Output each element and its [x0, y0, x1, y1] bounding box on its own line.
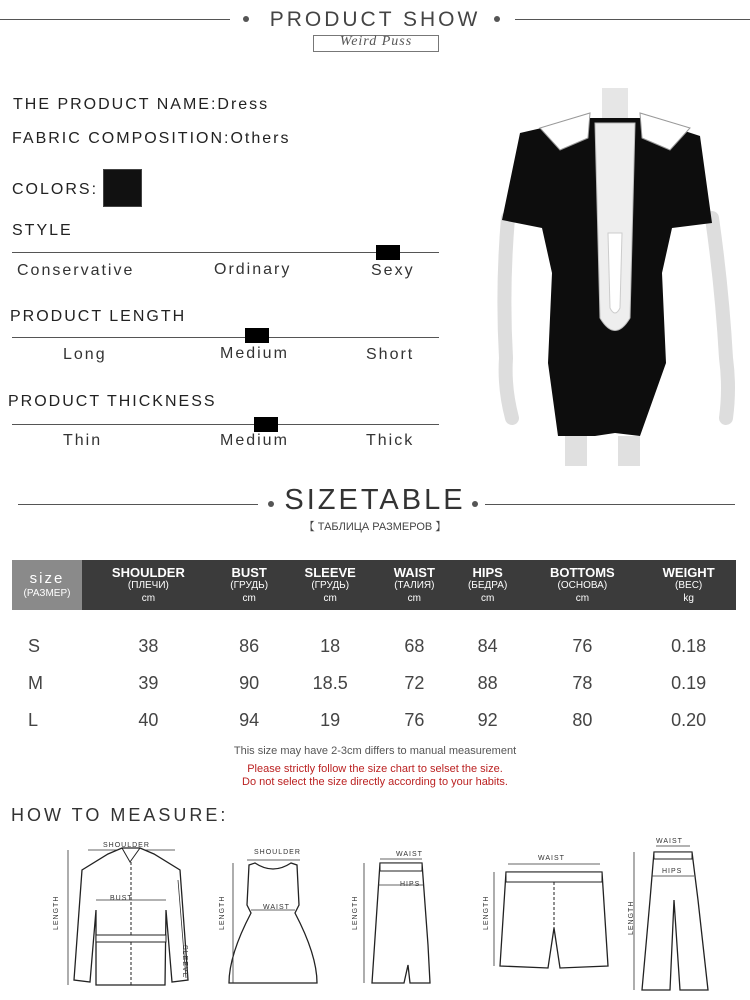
length-option-medium: Medium [220, 345, 289, 362]
fabric-value: Others [230, 130, 291, 147]
size-table [12, 560, 736, 739]
style-scale-line [12, 252, 439, 253]
length-option-long: Long [63, 346, 107, 363]
header-size-main: size [29, 570, 65, 587]
size-table-header-row [12, 560, 736, 610]
length-option-short: Short [366, 346, 415, 363]
length-scale-line [12, 337, 439, 338]
sizetable-title: SIZETABLE [284, 484, 466, 516]
length-marker [245, 328, 269, 343]
jacket-shoulder-label: SHOULDER [103, 842, 150, 849]
jacket-length-label: LENGTH [53, 895, 60, 930]
shorts-measure-icon [490, 858, 615, 973]
table-row: L 40 94 19 76 92 80 0.20 [28, 710, 707, 730]
style-option-sexy: Sexy [371, 262, 415, 279]
fabric-label: FABRIC COMPOSITION: [12, 130, 231, 147]
skirt-measure-icon [360, 855, 440, 990]
thickness-option-medium: Medium [220, 432, 289, 449]
style-marker [376, 245, 400, 260]
dress-measure-icon [225, 855, 320, 990]
thickness-option-thin: Thin [63, 432, 103, 449]
thickness-label: PRODUCT THICKNESS [8, 393, 217, 410]
product-name-value: Dress [217, 96, 270, 113]
pants-length-label: LENGTH [628, 900, 635, 935]
thickness-marker [254, 417, 278, 432]
pants-hips-label: HIPS [662, 868, 683, 875]
pants-measure-icon [628, 840, 728, 995]
brand-name: Weird Puss [339, 34, 413, 49]
style-label: STYLE [12, 222, 73, 239]
table-row: S 38 86 18 68 84 76 0.18 [28, 636, 707, 656]
header-sleeve: SLEEVE (ГРУДЬ) cm [284, 560, 377, 610]
table-spacer [12, 610, 736, 628]
header-waist: WAIST (ТАЛИЯ) cm [377, 560, 452, 610]
dress-waist-label: WAIST [263, 904, 290, 911]
measure-title: HOW TO MEASURE: [11, 805, 229, 825]
shorts-length-label: LENGTH [483, 895, 490, 930]
header-shoulder: SHOULDER (ПЛЕЧИ) cm [82, 560, 215, 610]
header-bust: BUST (ГРУДЬ) cm [215, 560, 284, 610]
jacket-measure-icon [60, 840, 200, 990]
header-size-sub: (РАЗМЕР) [23, 588, 71, 599]
style-option-conservative: Conservative [17, 262, 135, 279]
product-photo [490, 88, 740, 473]
header-size [12, 560, 82, 610]
color-swatch[interactable] [103, 169, 142, 207]
skirt-hips-label: HIPS [400, 881, 421, 888]
header-hips: HIPS (БЕДРА) cm [452, 560, 524, 610]
length-label: PRODUCT LENGTH [10, 308, 187, 325]
product-name-label: THE PRODUCT NAME: [13, 96, 218, 113]
pants-waist-label: WAIST [656, 838, 683, 845]
table-row: M 39 90 18.5 72 88 78 0.19 [28, 673, 707, 693]
size-warning-line-2: Do not select the size directly according to your habits. [242, 776, 508, 788]
skirt-waist-label: WAIST [396, 851, 423, 858]
dress-shoulder-label: SHOULDER [254, 849, 301, 856]
size-warning-line-1: Please strictly follow the size chart to selset the size. [247, 763, 503, 775]
product-name-row [13, 96, 269, 114]
header-bottoms: BOTTOMS (ОСНОВА) cm [523, 560, 641, 610]
jacket-sleeve-label: SLEEVE [181, 945, 188, 979]
thickness-option-thick: Thick [366, 432, 415, 449]
page-title: PRODUCT SHOW [269, 8, 481, 31]
colors-label: COLORS: [12, 181, 99, 198]
size-note: This size may have 2-3cm differs to manual measurement [233, 745, 517, 757]
dress-length-label: LENGTH [219, 895, 226, 930]
sizetable-subtitle: 【 ТАБЛИЦА РАЗМЕРОВ 】 [303, 521, 447, 533]
header-weight: WEIGHT (ВЕС) kg [641, 560, 736, 610]
style-option-ordinary: Ordinary [214, 261, 292, 278]
fabric-row [12, 130, 290, 148]
jacket-bust-label: BUST [110, 895, 133, 902]
size-warning [0, 763, 750, 789]
thickness-scale-line [12, 424, 439, 425]
shorts-waist-label: WAIST [538, 855, 565, 862]
skirt-length-label: LENGTH [352, 895, 359, 930]
